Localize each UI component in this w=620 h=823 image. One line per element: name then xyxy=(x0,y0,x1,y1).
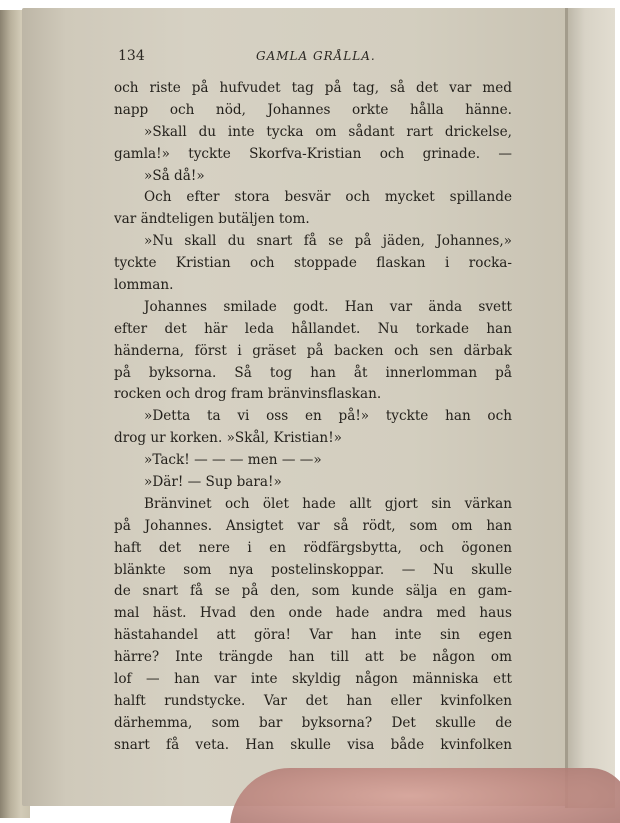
text-line: drog ur korken. »Skål, Kristian!» xyxy=(114,430,342,447)
text-line: Bränvinet och ölet hade allt gjort sin värkan xyxy=(144,495,512,512)
text-line: de snart få se på den, som kunde sälja en gam- xyxy=(114,583,512,600)
text-line: haft det nere i en rödfärgsbytta, och ögonen xyxy=(114,539,512,556)
text-line: »Där! — Sup bara!» xyxy=(144,474,282,491)
text-line: blänkte som nya postelinskoppar. — Nu skulle xyxy=(114,561,512,578)
text-line: »Så då!» xyxy=(144,167,205,184)
text-line: händerna, först i gräset på backen och sen därbak xyxy=(114,342,512,359)
text-line: lomman. xyxy=(114,277,174,294)
text-line: tyckte Kristian och stoppade flaskan i rocka- xyxy=(114,255,512,272)
thumb xyxy=(230,768,620,823)
text-line: gamla!» tyckte Skorfva-Kristian och grinade. — xyxy=(114,145,512,162)
text-line: napp och nöd, Johannes orkte hålla hänne. xyxy=(114,101,512,118)
text-line: på byksorna. Så tog han åt innerlomman på xyxy=(114,364,512,381)
text-line: härre? Inte trängde han till att be någon om xyxy=(114,649,512,666)
text-line: mal häst. Hvad den onde hade andra med haus xyxy=(114,605,512,622)
text-line: »Nu skall du snart få se på jäden, Johannes,» xyxy=(144,233,512,250)
text-line: Och efter stora besvär och mycket spillande xyxy=(144,189,512,206)
text-line: var ändteligen butäljen tom. xyxy=(114,211,310,228)
text-line: snart få veta. Han skulle visa både kvinfolken xyxy=(114,736,512,753)
running-title: GAMLA GRÅLLA. xyxy=(256,49,376,63)
text-line: »Skall du inte tycka om sådant rart drickelse, xyxy=(144,123,512,140)
text-line: Johannes smilade godt. Han var ända svett xyxy=(144,298,512,315)
text-line: därhemma, som bar byksorna? Det skulle de xyxy=(114,714,512,731)
text-line: »Detta ta vi oss en på!» tyckte han och xyxy=(144,408,512,425)
body-text xyxy=(114,78,512,757)
page-header xyxy=(118,48,508,68)
text-line: »Tack! — — — men — —» xyxy=(144,452,322,469)
text-line: och riste på hufvudet tag på tag, så det var med xyxy=(114,80,512,96)
text-line: lof — han var inte skyldig någon människa ett xyxy=(114,671,512,688)
text-line: halft rundstycke. Var det han eller kvinfolken xyxy=(114,692,512,709)
text-line: rocken och drog fram bränvinsflaskan. xyxy=(114,386,382,403)
page-stack-edge xyxy=(565,8,615,808)
page-number: 134 xyxy=(118,48,145,64)
text-line: på Johannes. Ansigtet var så rödt, som om han xyxy=(114,517,512,534)
text-line: hästahandel att göra! Var han inte sin egen xyxy=(114,627,512,644)
text-line: efter det här leda hållandet. Nu torkade han xyxy=(114,320,512,337)
